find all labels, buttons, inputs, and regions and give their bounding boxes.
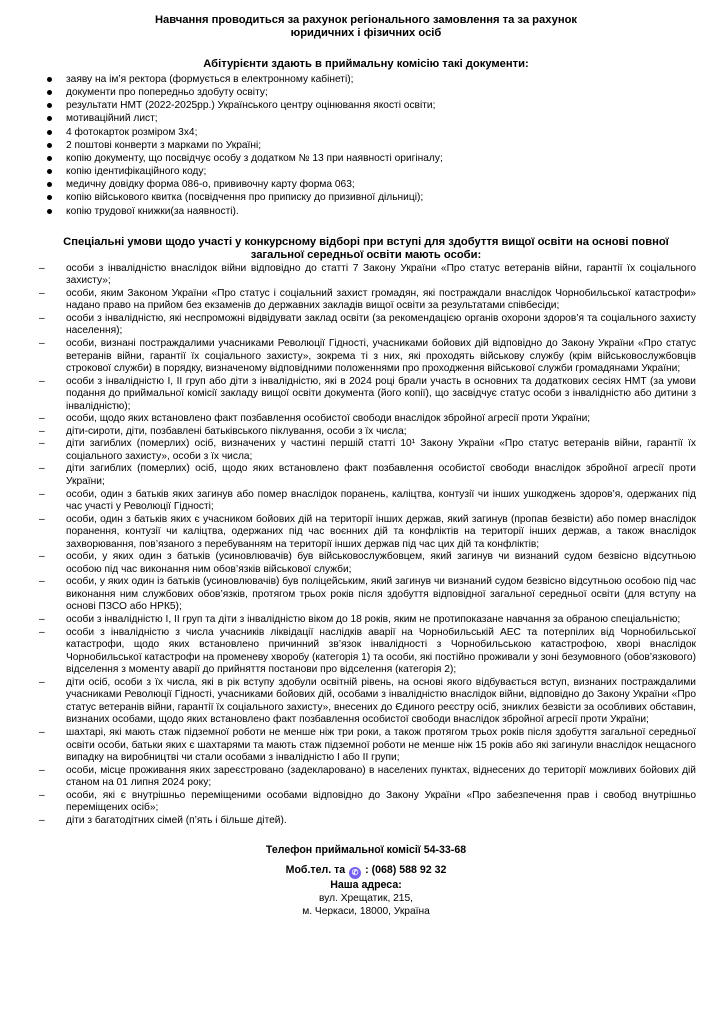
special-condition-item: – особи, визнані постраждалими учасниками Революції Гідності, учасниками бойових дій відповідно до Закону України «Про статус ветеранів війни, гарантії їх соціального захисту», зокрема ті з них, які проходять військову службу (крім військовослужбовців строкової служби) в порядку, визначеному відповідними положеннями про проходження військової служби громадянами України; bbox=[36, 338, 696, 376]
special-condition-item: – особи, які є внутрішньо переміщеними особами відповідно до Закону України «Про забезпечення прав і свобод внутрішньо переміщених осіб»; bbox=[36, 790, 696, 815]
funding-heading bbox=[36, 14, 696, 40]
funding-heading-line2: юридичних і фізичних осіб bbox=[290, 27, 442, 39]
special-condition-item: – особи, у яких один із батьків (усиновлювачів) був поліцейським, який загинув чи визнаний судом безвісно відсутньою особою під час виконання ним службових обов’язків, протягом трьох років після здобуття відповідної загальної середньої освіти (для вступу на основі ПЗСО або НРК5); bbox=[36, 576, 696, 614]
special-condition-item: – особи, яким Законом України «Про статус і соціальний захист громадян, які постраждали внаслідок Чорнобильської катастрофи» надано право на прийом без екзаменів до державних закладів вищої освіти за результатами співбесіди; bbox=[36, 288, 696, 313]
document-item: копію ідентифікаційного коду; bbox=[36, 165, 696, 178]
special-condition-item: – діти-сироти, діти, позбавлені батьківського піклування, особи з їх числа; bbox=[36, 426, 696, 439]
funding-heading-line1: Навчання проводиться за рахунок регіонального замовлення та за рахунок bbox=[154, 14, 578, 26]
mobile-phone-line bbox=[36, 864, 696, 879]
special-condition-item: – особи, у яких один з батьків (усиновлювачів) був військовослужбовцем, який загинув чи визнаний судом безвісно відсутньою особою під час виконання ним обов’язків військової служби; bbox=[36, 551, 696, 576]
special-condition-item: – особи, один з батьків яких загинув або помер внаслідок поранень, каліцтва, контузії чи інших ушкоджень здоров’я, одержаних під час участі у Революції Гідності; bbox=[36, 489, 696, 514]
viber-icon: ✆ bbox=[349, 867, 361, 879]
special-condition-item: – діти загиблих (померлих) осіб, щодо яких встановлено факт позбавлення особистої свободи внаслідок збройної агресії проти України; bbox=[36, 463, 696, 488]
document-item: медичну довідку форма 086-о, прививочну карту форма 063; bbox=[36, 178, 696, 191]
document-item: мотиваційний лист; bbox=[36, 112, 696, 125]
address-street: вул. Хрещатик, 215, bbox=[319, 893, 413, 905]
special-conditions-title: Спеціальні умови щодо участі у конкурсному відборі при вступі для здобуття вищої освіти на основі повної загальної середньої освіти мають особи: bbox=[63, 235, 669, 261]
mobile-prefix: Моб.тел. та bbox=[285, 864, 346, 877]
document-item: документи про попередньо здобуту освіту; bbox=[36, 86, 696, 99]
document-item: 2 поштові конверти з марками по Україні; bbox=[36, 139, 696, 152]
special-conditions-list bbox=[36, 263, 696, 828]
document-item: копію військового квитка (посвідчення про приписку до призивної дільниці); bbox=[36, 191, 696, 204]
special-condition-item: – особи з інвалідністю, які неспроможні відвідувати заклад освіти (за рекомендацією органів охорони здоров’я та соціального захисту населення); bbox=[36, 313, 696, 338]
admission-phone: Телефон приймальної комісії 54-33-68 bbox=[265, 844, 467, 857]
special-condition-item: – особи з інвалідністю з числа учасників ліквідації наслідків аварії на Чорнобильській АЕС та потерпілих від Чорнобильської катастрофи, щодо яких встановлено причинний зв’язок інвалідності з Чорнобильською катастрофою, хворі внаслідок Чорнобильської катастрофи на променеву хворобу (категорія 1) та особи, які постійно проживали у зоні безумовного (обов’язкового) відселення з моменту аварії до прийняття постанови про відселення (категорія 2); bbox=[36, 627, 696, 677]
special-condition-item: – особи, один з батьків яких є учасником бойових дій на території інших держав, який загинув (пропав безвісти) або помер внаслідок поранення, контузії чи каліцтва, одержаних під час воєнних дій та конфліктів на території інших держав, а також внаслідок захворювання, пов’язаного з перебуванням на території інших держав під час цих дій та конфліктів; bbox=[36, 514, 696, 552]
documents-list bbox=[36, 73, 696, 218]
contacts-block bbox=[36, 844, 696, 918]
address-title: Наша адреса: bbox=[330, 879, 402, 892]
document-item: заяву на ім’я ректора (формується в електронному кабінеті); bbox=[36, 73, 696, 86]
special-condition-item: – особи, щодо яких встановлено факт позбавлення особистої свободи внаслідок збройної агресії проти України; bbox=[36, 413, 696, 426]
special-condition-item: – діти осіб, особи з їх числа, які в рік вступу здобули освітній рівень, на основі якого відбувається вступ, визнаних постраждалими учасниками Революції Гідності, учасниками бойових дій, особами з інвалідністю внаслідок війни, відповідно до Закону України «Про статус ветеранів війни, гарантії їх соціального захисту», внесених до Єдиного реєстру осіб, зниклих безвісти за особливих обставин, визнаних особами, щодо яких встановлено факт позбавлення особистої свободи внаслідок збройної агресії проти України; bbox=[36, 677, 696, 727]
special-condition-item: – особи, місце проживання яких зареєстровано (задекларовано) в населених пунктах, віднесених до території можливих бойових дій станом на 01 липня 2024 року; bbox=[36, 765, 696, 790]
document-item: результати НМТ (2022-2025рр.) Українського центру оцінювання якості освіти; bbox=[36, 99, 696, 112]
document-item: 4 фотокарток розміром 3х4; bbox=[36, 126, 696, 139]
mobile-number: : (068) 588 92 32 bbox=[365, 864, 447, 877]
special-condition-item: – особи з інвалідністю I, II груп та діти з інвалідністю віком до 18 років, яким не протипоказане навчання за обраною спеціальністю; bbox=[36, 614, 696, 627]
documents-title: Абітурієнти здають в приймальну комісію такі документи: bbox=[203, 58, 529, 70]
document-item: копію трудової книжки(за наявності). bbox=[36, 205, 696, 218]
special-condition-item: – шахтарі, які мають стаж підземної роботи не менше ніж три роки, а також протягом трьох років після здобуття загальної середньої освіти особи, батьки яких є шахтарями та мають стаж підземної роботи не менше ніж 15 років або які загинули внаслідок нещасного випадку на виробництві чи стали особами з інвалідністю I або II групи; bbox=[36, 727, 696, 765]
special-condition-item: – особи з інвалідністю внаслідок війни відповідно до статті 7 Закону України «Про статус ветеранів війни, гарантії їх соціального захисту»; bbox=[36, 263, 696, 288]
document-page bbox=[36, 14, 696, 918]
address-city: м. Черкаси, 18000, Україна bbox=[302, 906, 430, 918]
special-condition-item: – діти загиблих (померлих) осіб, визначених у частині першій статті 10¹ Закону України «Про статус ветеранів війни, гарантії їх соціального захисту», особи з їх числа; bbox=[36, 438, 696, 463]
special-condition-item: – особи з інвалідністю I, II груп або діти з інвалідністю, які в 2024 році брали участь в основних та додаткових сесіях НМТ (за умови подання до приймальної комісії закладу вищої освіти документа (його копії), що засвідчує статус особи з інвалідністю або дитини з інвалідністю); bbox=[36, 376, 696, 414]
document-item: копію документу, що посвідчує особу з додатком № 13 при наявності оригіналу; bbox=[36, 152, 696, 165]
special-condition-item: – діти з багатодітних сімей (п’ять і більше дітей). bbox=[36, 815, 696, 828]
